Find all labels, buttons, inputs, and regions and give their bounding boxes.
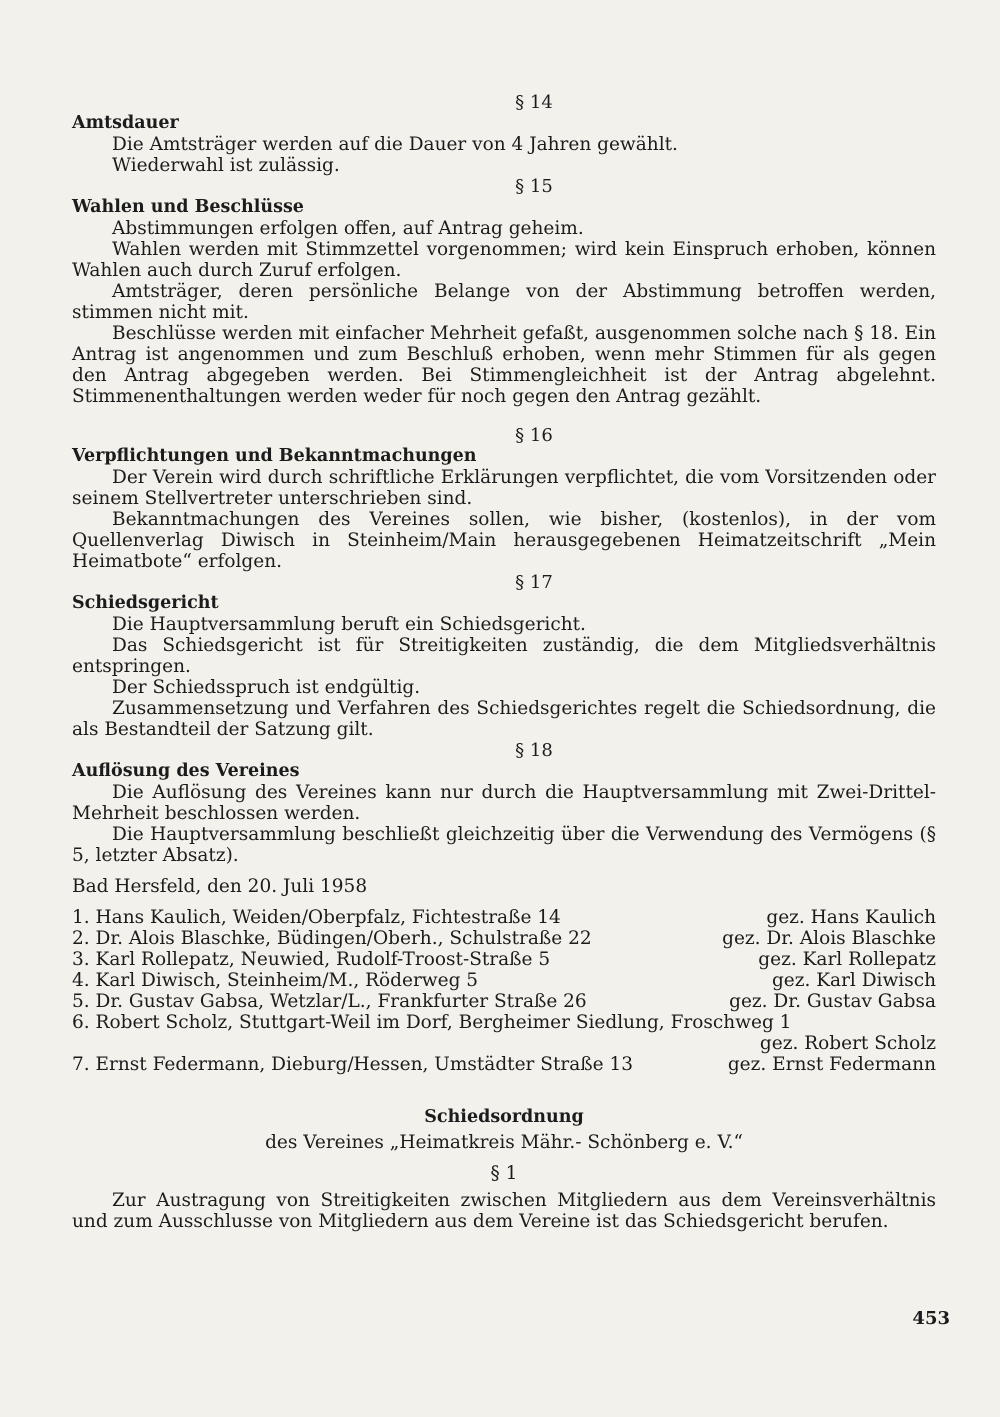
signatory-address: 4. Karl Diwisch, Steinheim/M., Röderweg 5 [72,970,479,991]
section-number: § 15 [515,176,553,197]
paragraph: Bekanntmachungen des Vereines sollen, wie bisher, (kostenlos), in der vom Quellenverlag Diwisch in Steinheim/Main herausgegebenen Heimatzeitschrift „Mein Heimatbote“ erfolgen. [72,509,936,572]
paragraph: Zusammensetzung und Verfahren des Schiedsgerichtes regelt die Schiedsordnung, die als Bestandteil der Satzung gilt. [72,698,936,740]
section-17 [72,572,936,740]
paragraph: Der Schiedsspruch ist endgültig. [112,677,421,698]
signatory-row [72,949,936,970]
paragraph: Die Hauptversammlung beruft ein Schiedsgericht. [112,614,586,635]
page-number: 453 [912,1308,950,1329]
section-15 [72,176,936,407]
paragraph: Abstimmungen erfolgen offen, auf Antrag geheim. [112,218,584,239]
signatory-row [72,1033,936,1054]
document-page [72,92,936,1232]
signature: gez. Robert Scholz [759,1033,936,1054]
signature: gez. Ernst Federmann [727,1054,936,1075]
paragraph: Das Schiedsgericht ist für Streitigkeiten zuständig, die dem Mitgliedsverhältnis entspringen. [72,635,936,677]
schiedsordnung [72,1107,936,1232]
signatory-row [72,1012,936,1033]
signatory-row [72,970,936,991]
section-18 [72,740,936,866]
section-heading: Auflösung des Vereines [72,761,300,781]
paragraph: Wahlen werden mit Stimmzettel vorgenommen; wird kein Einspruch erhoben, können Wahlen auch durch Zuruf erfolgen. [72,239,936,281]
section-heading: Amtsdauer [72,113,179,133]
paragraph: Beschlüsse werden mit einfacher Mehrheit gefaßt, ausgenommen solche nach § 18. Ein Antrag ist angenommen und zum Beschluß erhoben, wenn mehr Stimmen für als gegen den Antrag abgegeben werden. Bei Stimmengleichheit ist der Antrag abgelehnt. Stimmenenthaltungen werden weder für noch gegen den Antrag gezählt. [72,323,936,407]
signatory-list [72,907,936,1075]
section-heading: Schiedsgericht [72,593,219,613]
signatory-row [72,1054,936,1075]
place-date: Bad Hersfeld, den 20. Juli 1958 [72,876,368,897]
section-number: § 1 [490,1163,518,1184]
signatory-address: 1. Hans Kaulich, Weiden/Oberpfalz, Fichtestraße 14 [72,907,561,928]
signatory-address: 2. Dr. Alois Blaschke, Büdingen/Oberh., Schulstraße 22 [72,928,592,949]
signature: gez. Dr. Alois Blaschke [722,928,936,949]
signatory-address: 6. Robert Scholz, Stuttgart-Weil im Dorf, Bergheimer Siedlung, Froschweg 1 [72,1012,792,1033]
paragraph: Wiederwahl ist zulässig. [112,155,340,176]
paragraph: Zur Austragung von Streitigkeiten zwischen Mitgliedern aus dem Vereinsverhältnis und zum Ausschlusse von Mitgliedern aus dem Vereine ist das Schiedsgericht berufen. [72,1190,936,1232]
schiedsordnung-title: Schiedsordnung [424,1107,584,1127]
section-heading: Verpflichtungen und Bekanntmachungen [72,446,477,466]
signatory-address: 3. Karl Rollepatz, Neuwied, Rudolf-Troost-Straße 5 [72,949,551,970]
paragraph: Die Amtsträger werden auf die Dauer von 4 Jahren gewählt. [112,134,678,155]
section-14 [72,92,936,176]
section-number: § 17 [515,572,553,593]
signatory-address: 5. Dr. Gustav Gabsa, Wetzlar/L., Frankfurter Straße 26 [72,991,587,1012]
schiedsordnung-subtitle: des Vereines „Heimatkreis Mähr.- Schönberg e. V.“ [265,1132,743,1153]
signature: gez. Hans Kaulich [766,907,936,928]
paragraph: Der Verein wird durch schriftliche Erklärungen verpflichtet, die vom Vorsitzenden oder seinem Stellvertreter unterschrieben sind. [72,467,936,509]
signature: gez. Karl Diwisch [771,970,936,991]
signature: gez. Karl Rollepatz [758,949,936,970]
section-number: § 14 [515,92,553,113]
signatory-row [72,991,936,1012]
section-16 [72,425,936,572]
signatory-row [72,928,936,949]
paragraph: Die Hauptversammlung beschließt gleichzeitig über die Verwendung des Vermögens (§ 5, letzter Absatz). [72,824,936,866]
section-number: § 18 [515,740,553,761]
section-number: § 16 [515,425,553,446]
signature: gez. Dr. Gustav Gabsa [729,991,936,1012]
section-heading: Wahlen und Beschlüsse [72,197,304,217]
signatory-row [72,907,936,928]
paragraph: Amtsträger, deren persönliche Belange von der Abstimmung betroffen werden, stimmen nicht mit. [72,281,936,323]
paragraph: Die Auflösung des Vereines kann nur durch die Hauptversammlung mit Zwei-Drittel-Mehrheit beschlossen werden. [72,782,936,824]
signatory-address: 7. Ernst Federmann, Dieburg/Hessen, Umstädter Straße 13 [72,1054,633,1075]
